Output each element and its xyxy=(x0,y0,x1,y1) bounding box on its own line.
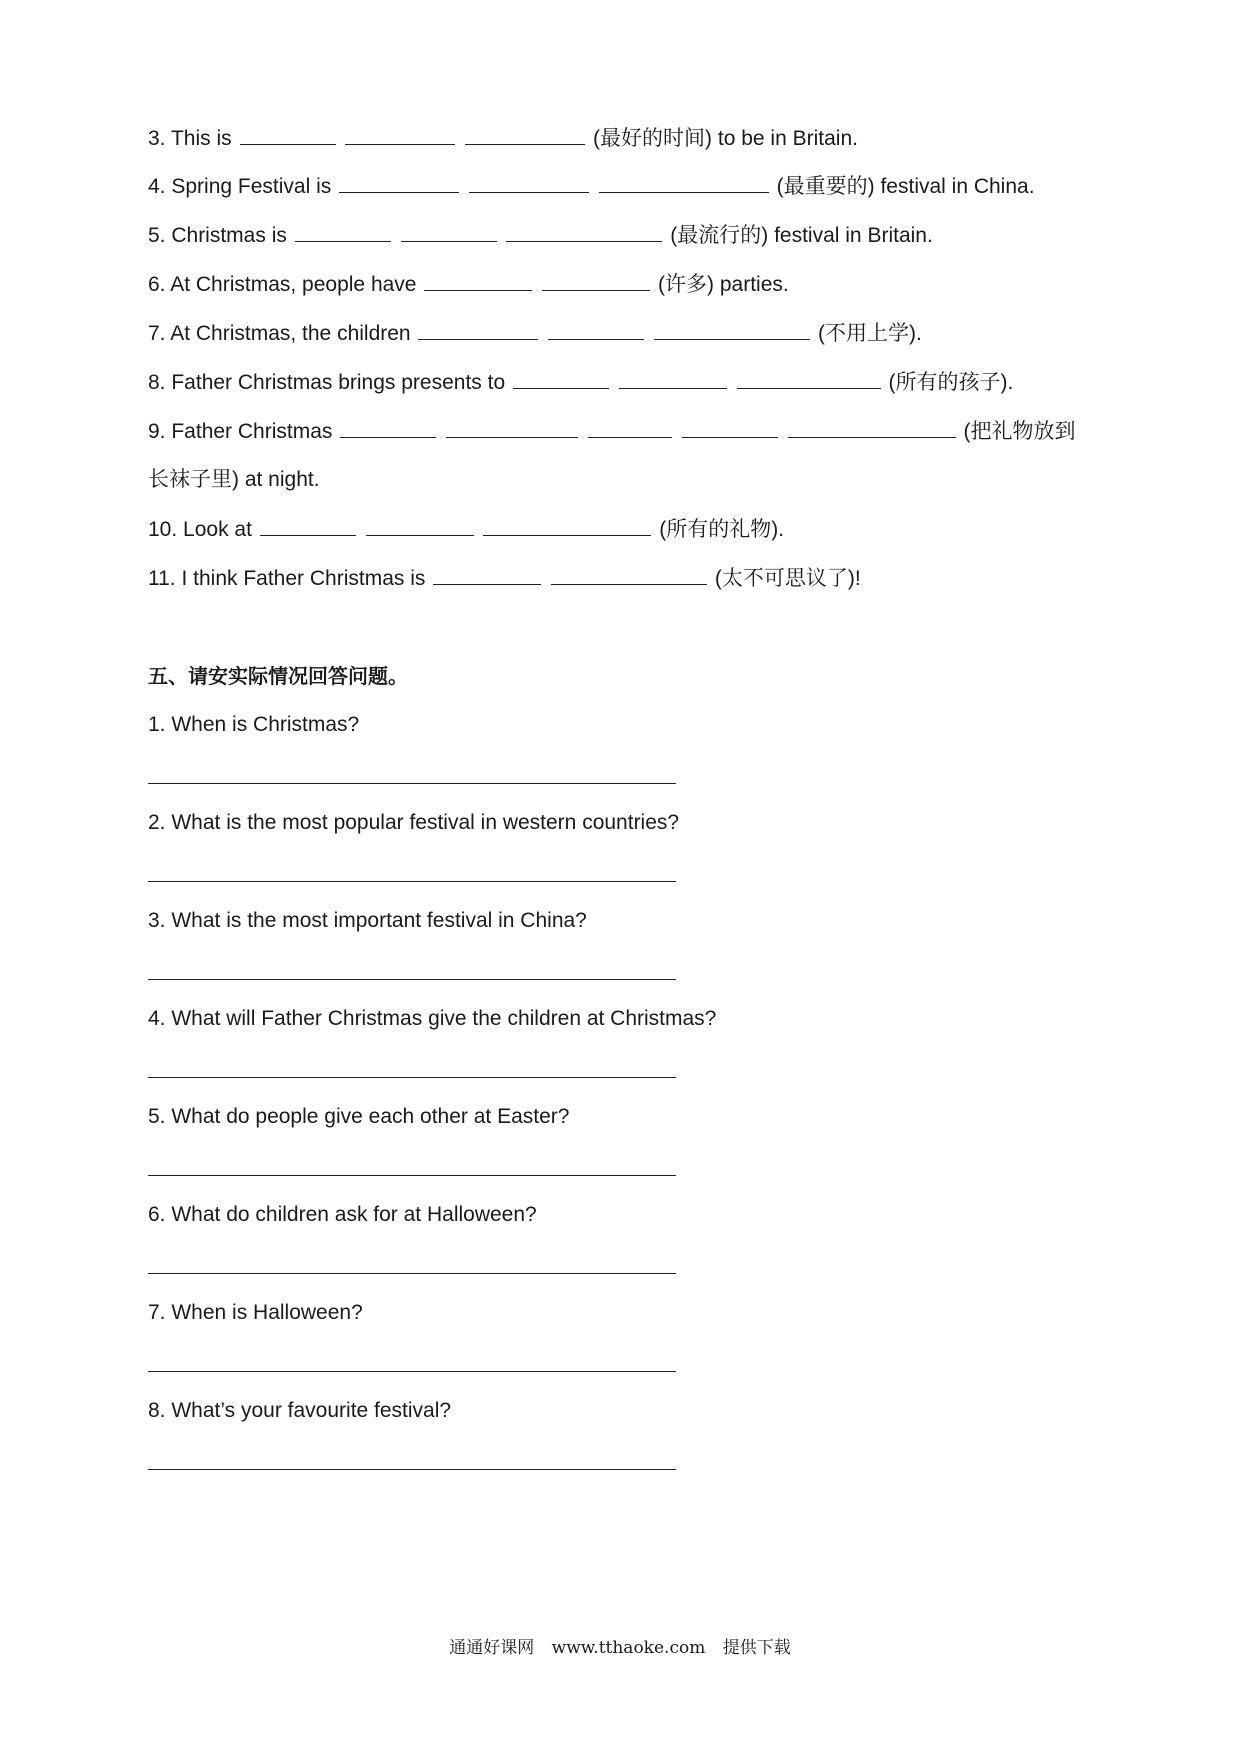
question-7: 7. When is Halloween? xyxy=(148,1301,363,1324)
answer-blank[interactable] xyxy=(788,418,956,438)
fill-in-item-10 xyxy=(148,516,784,543)
chinese-hint: (许多) xyxy=(658,273,715,296)
item-suffix: to be in Britain. xyxy=(717,127,858,150)
answer-blank[interactable] xyxy=(542,271,650,291)
question-8: 8. What’s your favourite festival? xyxy=(148,1399,452,1422)
question-4: 4. What will Father Christmas give the children at Christmas? xyxy=(148,1007,717,1030)
fill-in-item-8 xyxy=(148,369,1013,396)
chinese-hint: (所有的礼物) xyxy=(659,518,779,541)
answer-blank[interactable] xyxy=(424,271,532,291)
item-suffix: . xyxy=(916,322,922,345)
item-prefix: 10. Look at xyxy=(148,518,252,541)
chinese-hint: (最好的时间) xyxy=(593,127,713,150)
item-prefix: 3. This is xyxy=(148,127,232,150)
chinese-hint: (把礼物放到 xyxy=(963,420,1076,443)
answer-blank[interactable] xyxy=(433,565,541,585)
answer-blank[interactable] xyxy=(340,418,436,438)
answer-blank[interactable] xyxy=(401,222,497,242)
answer-line-5[interactable] xyxy=(148,1175,676,1176)
page-footer xyxy=(0,1637,1240,1659)
item-suffix: ! xyxy=(854,567,861,590)
answer-blank[interactable] xyxy=(588,418,672,438)
answer-blank[interactable] xyxy=(551,565,707,585)
item-prefix: 11. I think Father Christmas is xyxy=(148,567,426,590)
answer-blank[interactable] xyxy=(513,369,609,389)
answer-line-3[interactable] xyxy=(148,979,676,980)
item-prefix: 5. Christmas is xyxy=(148,224,287,247)
question-1: 1. When is Christmas? xyxy=(148,713,360,736)
section-5-heading: 五、请安实际情况回答问题。 xyxy=(148,664,408,688)
answer-line-7[interactable] xyxy=(148,1371,676,1372)
answer-line-8[interactable] xyxy=(148,1469,676,1470)
item-suffix: parties. xyxy=(719,273,789,296)
item-suffix: festival in China. xyxy=(880,175,1035,198)
item-prefix: 4. Spring Festival is xyxy=(148,175,332,198)
chinese-hint: (所有的孩子) xyxy=(888,371,1008,394)
fill-in-item-6 xyxy=(148,271,789,298)
answer-blank[interactable] xyxy=(619,369,727,389)
item-text: 长袜子里) at night. xyxy=(148,468,320,491)
answer-blank[interactable] xyxy=(345,125,455,145)
question-5: 5. What do people give each other at Easter? xyxy=(148,1105,570,1128)
item-suffix: . xyxy=(778,518,785,541)
answer-blank[interactable] xyxy=(599,173,769,193)
fill-in-item-3 xyxy=(148,125,858,152)
item-suffix: . xyxy=(1007,371,1014,394)
fill-in-item-5 xyxy=(148,222,933,249)
item-prefix: 8. Father Christmas brings presents to xyxy=(148,371,506,394)
question-2: 2. What is the most popular festival in western countries? xyxy=(148,811,680,834)
fill-in-item-7 xyxy=(148,320,922,347)
answer-blank[interactable] xyxy=(469,173,589,193)
chinese-hint: (最流行的) xyxy=(670,224,769,247)
fill-in-item-11 xyxy=(148,565,861,592)
answer-blank[interactable] xyxy=(260,516,356,536)
item-prefix: 7. At Christmas, the children xyxy=(148,322,411,345)
item-prefix: 9. Father Christmas xyxy=(148,420,333,443)
answer-line-4[interactable] xyxy=(148,1077,676,1078)
answer-blank[interactable] xyxy=(483,516,651,536)
answer-blank[interactable] xyxy=(366,516,474,536)
answer-line-1[interactable] xyxy=(148,783,676,784)
chinese-hint: (最重要的) xyxy=(776,175,875,198)
answer-line-2[interactable] xyxy=(148,881,676,882)
chinese-hint: (太不可思议了) xyxy=(714,567,855,590)
answer-blank[interactable] xyxy=(295,222,391,242)
answer-blank[interactable] xyxy=(465,125,585,145)
footer-site-name: 通通好课网 xyxy=(449,1638,535,1658)
answer-line-6[interactable] xyxy=(148,1273,676,1274)
answer-blank[interactable] xyxy=(737,369,881,389)
answer-blank[interactable] xyxy=(446,418,578,438)
answer-blank[interactable] xyxy=(418,320,538,340)
footer-action: 提供下载 xyxy=(722,1638,791,1658)
answer-blank[interactable] xyxy=(548,320,644,340)
item-prefix: 6. At Christmas, people have xyxy=(148,273,417,296)
footer-url[interactable]: www.tthaoke.com xyxy=(551,1638,706,1658)
item-suffix: festival in Britain. xyxy=(774,224,933,247)
answer-blank[interactable] xyxy=(506,222,662,242)
answer-blank[interactable] xyxy=(654,320,810,340)
answer-blank[interactable] xyxy=(240,125,336,145)
chinese-hint: (不用上学) xyxy=(818,322,916,345)
fill-in-item-4 xyxy=(148,173,1035,200)
question-6: 6. What do children ask for at Halloween? xyxy=(148,1203,537,1226)
answer-blank[interactable] xyxy=(339,173,459,193)
fill-in-item-9 xyxy=(148,418,1075,445)
question-3: 3. What is the most important festival in China? xyxy=(148,909,587,932)
fill-in-item-9-continuation xyxy=(148,467,320,493)
answer-blank[interactable] xyxy=(682,418,778,438)
